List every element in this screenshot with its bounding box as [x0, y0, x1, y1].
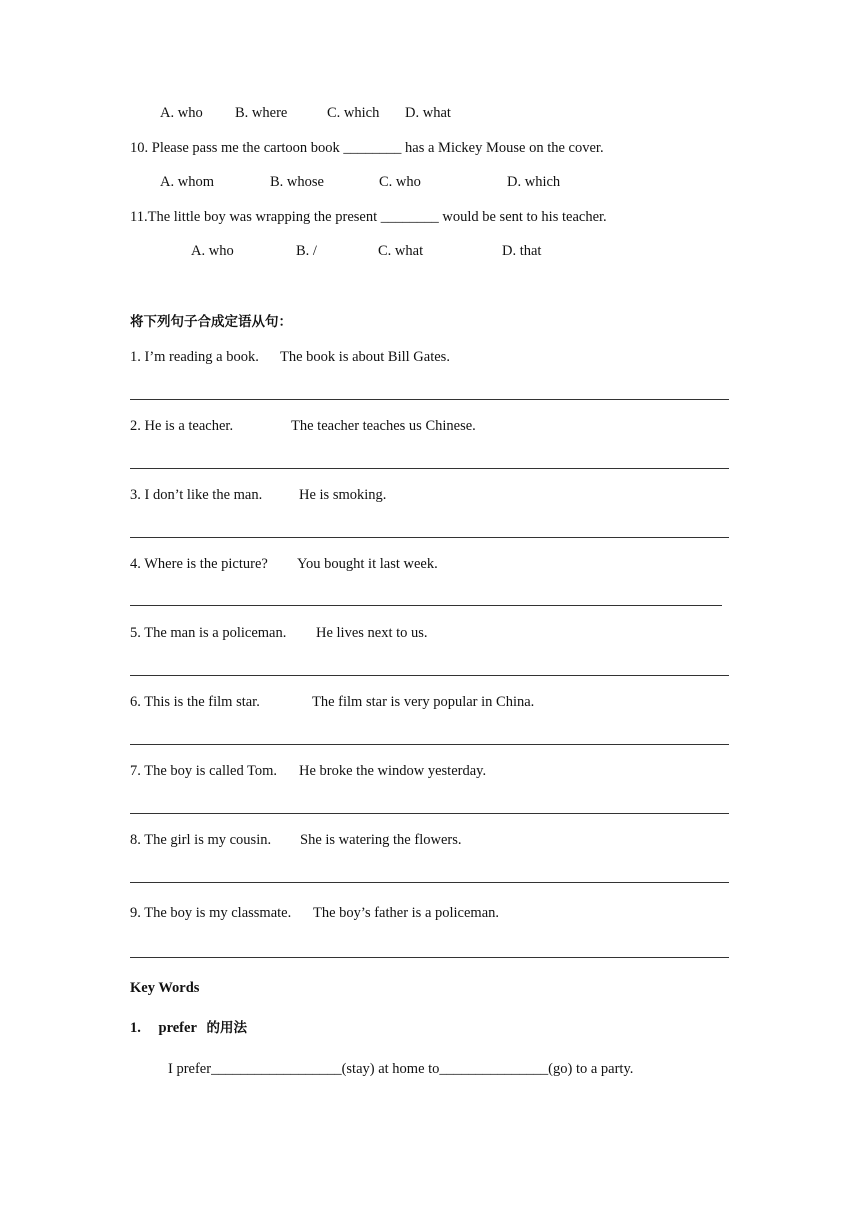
q11-stem: 11.The little boy was wrapping the present ________ would be sent to his teacher. — [130, 209, 607, 225]
q10-option-b: B. whose — [270, 174, 324, 190]
key-words-heading: Key Words — [130, 980, 200, 996]
answer-line[interactable] — [130, 957, 729, 958]
answer-line[interactable] — [130, 399, 729, 400]
key-words-item-1 — [130, 1019, 247, 1037]
combine-item-sentence-b: The film star is very popular in China. — [312, 694, 535, 710]
q11-option-d: D. that — [502, 243, 542, 259]
q10-stem: 10. Please pass me the cartoon book ________ has a Mickey Mouse on the cover. — [130, 140, 604, 156]
combine-item-sentence-b: The teacher teaches us Chinese. — [291, 418, 476, 434]
q10-option-c: C. who — [379, 174, 421, 190]
combine-item-sentence-a: 1. I’m reading a book. — [130, 349, 259, 365]
combine-item-sentence-b: He lives next to us. — [316, 625, 428, 641]
example-part-2: (stay) at home to — [341, 1061, 440, 1077]
combine-section-heading: 将下列句子合成定语从句： — [130, 314, 292, 330]
combine-item-sentence-a: 5. The man is a policeman. — [130, 625, 287, 641]
combine-item-sentence-a: 6. This is the film star. — [130, 694, 260, 710]
combine-item-sentence-b: The book is about Bill Gates. — [280, 349, 450, 365]
answer-line[interactable] — [130, 605, 722, 606]
prefer-example-sentence — [168, 1060, 633, 1078]
q10-option-a: A. whom — [160, 174, 214, 190]
q11-option-a: A. who — [191, 243, 234, 259]
combine-item-sentence-a: 3. I don’t like the man. — [130, 487, 263, 503]
q10-option-d: D. which — [507, 174, 561, 190]
answer-line[interactable] — [130, 468, 729, 469]
combine-item-sentence-b: She is watering the flowers. — [300, 832, 462, 848]
answer-line[interactable] — [130, 882, 729, 883]
q9-option-a: A. who — [160, 105, 203, 121]
q9-option-d: D. what — [405, 105, 451, 121]
combine-item-sentence-a: 2. He is a teacher. — [130, 418, 234, 434]
fill-blank-2[interactable]: _______________ — [439, 1061, 549, 1077]
q9-option-b: B. where — [235, 105, 288, 121]
answer-line[interactable] — [130, 813, 729, 814]
combine-item-sentence-b: He broke the window yesterday. — [299, 763, 487, 779]
example-part-1: I prefer — [168, 1061, 212, 1077]
fill-blank-1[interactable]: __________________ — [211, 1061, 342, 1077]
example-part-3: (go) to a party. — [548, 1061, 634, 1077]
combine-item-sentence-a: 4. Where is the picture? — [130, 556, 268, 572]
q11-option-c: C. what — [378, 243, 424, 259]
keyword-prefer: prefer — [158, 1020, 197, 1036]
answer-line[interactable] — [130, 675, 729, 676]
item-number: 1. — [130, 1020, 141, 1036]
q9-option-c: C. which — [327, 105, 380, 121]
usage-label: 的用法 — [206, 1020, 247, 1036]
combine-item-sentence-a: 9. The boy is my classmate. — [130, 905, 292, 921]
q11-option-b: B. / — [296, 243, 317, 259]
answer-line[interactable] — [130, 537, 729, 538]
combine-item-sentence-a: 8. The girl is my cousin. — [130, 832, 272, 848]
combine-item-sentence-a: 7. The boy is called Tom. — [130, 763, 278, 779]
combine-item-sentence-b: The boy’s father is a policeman. — [313, 905, 500, 921]
answer-line[interactable] — [130, 744, 729, 745]
combine-item-sentence-b: He is smoking. — [299, 487, 387, 503]
combine-item-sentence-b: You bought it last week. — [297, 556, 438, 572]
